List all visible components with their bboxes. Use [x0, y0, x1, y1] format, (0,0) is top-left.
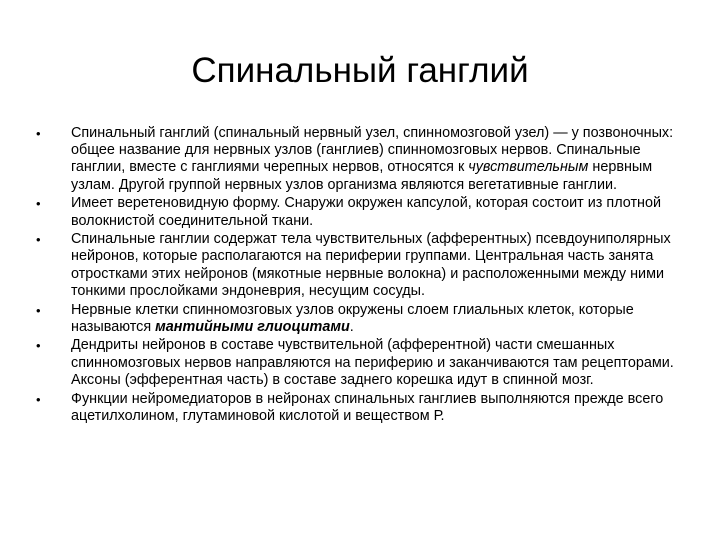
list-item — [36, 231, 686, 300]
list-item-text-part: Спинальный ганглий (спинальный нервный узел, спинномозговой узел) — у позвоночных: общее название для нервных узлов (ганглиев) спинномозговых нервов. Спинальные ганглии, вместе с ганглиями черепных нервов, относятся к — [71, 125, 674, 176]
list-item — [36, 302, 686, 336]
bullet-icon: • — [36, 391, 41, 407]
bullet-icon: • — [36, 126, 41, 141]
list-item — [36, 195, 686, 229]
list-item-text-part: нервным узлам. Другой группой нервных узлов организма являются вегетативные ганглии. — [71, 159, 653, 193]
list-item-text — [71, 302, 634, 335]
list-item-text: Функции нейромедиаторов в нейронах спинальных ганглиев выполняются прежде всего ацетилхолином, глутаминовой кислотой и веществом Р. — [71, 390, 664, 424]
list-item-text: Спинальные ганглии содержат тела чувствительных (афферентных) псевдоуниполярных нейронов, которые располагаются на периферии группами. Центральная часть занята отростками этих нейронов (мякотные нервные волокна) и расположенными между ними тонкими прослойками эндоневрия, несущим сосуды. — [71, 231, 671, 299]
bullet-list — [36, 125, 686, 426]
list-item-emphasis: чувствительным — [468, 159, 589, 176]
bullet-icon: • — [36, 338, 41, 354]
bullet-icon: • — [36, 196, 41, 212]
list-item-text — [71, 125, 673, 193]
list-item-text-part: Нервные клетки спинномозговых узлов окружены слоем глиальных клеток, которые называются — [71, 301, 634, 335]
list-item — [36, 337, 686, 389]
slide-title: Спинальный ганглий — [191, 51, 529, 90]
list-item-emphasis: мантийными глиоцитами — [155, 318, 350, 335]
list-item-text-part: . — [349, 318, 354, 335]
list-item — [36, 391, 686, 425]
list-item — [36, 125, 686, 194]
list-item-text: Имеет веретеновидную форму. Снаружи окружен капсулой, которая состоит из плотной волокнистой соединительной ткани. — [71, 195, 662, 229]
list-item-text: Дендриты нейронов в составе чувствительной (афферентной) части смешанных спинномозговых нервов направляются на периферию и заканчиваются там рецепторами. Аксоны (эфферентная часть) в составе заднего корешка идут в спинной мозг. — [71, 337, 674, 388]
bullet-icon: • — [36, 232, 41, 248]
bullet-icon: • — [36, 302, 41, 318]
